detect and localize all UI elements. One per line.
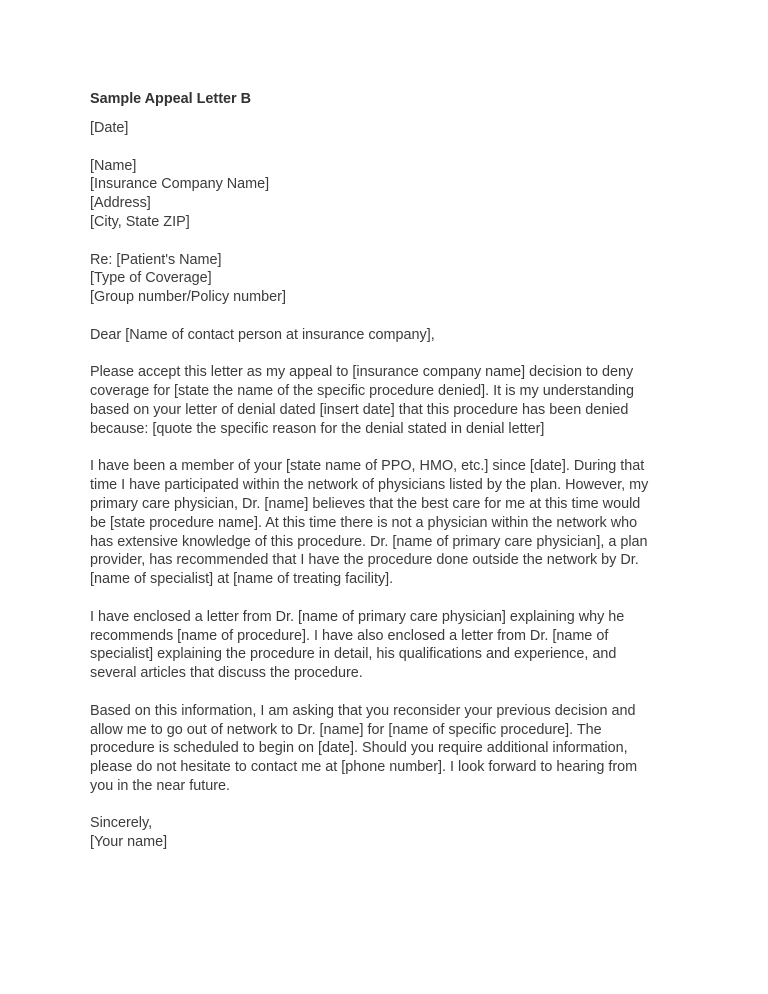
reference-patient: Re: [Patient's Name]: [90, 251, 222, 268]
letter-page: [90, 90, 690, 871]
paragraph-line: [name of specialist] at [name of treating facility].: [90, 571, 394, 588]
date-block: [90, 119, 690, 138]
paragraph-enclosures: [90, 608, 690, 683]
salutation-block: [90, 326, 690, 345]
reference-policy: [Group number/Policy number]: [90, 289, 286, 306]
paragraph-line: recommends [name of procedure]. I have also enclosed a letter from Dr. [name of: [90, 627, 609, 644]
paragraph-line: time I have participated within the network of physicians listed by the plan. However, my: [90, 477, 649, 494]
recipient-name: [Name]: [90, 157, 137, 174]
paragraph-line: coverage for [state the name of the specific procedure denied]. It is my understanding: [90, 383, 634, 400]
recipient-city: [City, State ZIP]: [90, 213, 190, 230]
recipient-company: [Insurance Company Name]: [90, 176, 270, 193]
recipient-street: [Address]: [90, 195, 151, 212]
paragraph-line: has extensive knowledge of this procedure. Dr. [name of primary care physician], a plan: [90, 533, 648, 550]
signature: [Your name]: [90, 834, 168, 851]
paragraph-line: allow me to go out of network to Dr. [name] for [name of specific procedure]. The: [90, 721, 602, 738]
paragraph-request: [90, 702, 690, 796]
paragraph-membership: [90, 457, 690, 589]
paragraph-line: several articles that discuss the procedure.: [90, 665, 363, 682]
date-line: [Date]: [90, 120, 129, 136]
paragraph-line: Based on this information, I am asking that you reconsider your previous decision and: [90, 702, 636, 719]
paragraph-line: Please accept this letter as my appeal to [insurance company name] decision to deny: [90, 364, 634, 381]
paragraph-appeal: [90, 363, 690, 438]
closing: Sincerely,: [90, 815, 153, 832]
reference-block: [90, 251, 690, 307]
paragraph-line: I have been a member of your [state name of PPO, HMO, etc.] since [date]. During that: [90, 458, 645, 475]
paragraph-line: I have enclosed a letter from Dr. [name of primary care physician] explaining why he: [90, 608, 625, 625]
reference-coverage: [Type of Coverage]: [90, 270, 212, 287]
paragraph-line: provider, has recommended that I have the procedure done outside the network by Dr.: [90, 552, 639, 569]
paragraph-line: primary care physician, Dr. [name] believes that the best care for me at this time would: [90, 495, 641, 512]
closing-block: [90, 814, 690, 852]
salutation: Dear [Name of contact person at insurance company],: [90, 326, 435, 343]
paragraph-line: because: [quote the specific reason for the denial stated in denial letter]: [90, 420, 545, 437]
paragraph-line: specialist] explaining the procedure in detail, his qualifications and experience, and: [90, 646, 617, 663]
paragraph-line: you in the near future.: [90, 777, 230, 794]
recipient-address: [90, 157, 690, 232]
paragraph-line: be [state procedure name]. At this time there is not a physician within the network who: [90, 514, 638, 531]
paragraph-line: based on your letter of denial dated [insert date] that this procedure has been denied: [90, 401, 629, 418]
letter-title: Sample Appeal Letter B: [90, 91, 252, 107]
paragraph-line: please do not hesitate to contact me at [phone number]. I look forward to hearing from: [90, 759, 638, 776]
paragraph-line: procedure is scheduled to begin on [date]. Should you require additional information,: [90, 740, 628, 757]
